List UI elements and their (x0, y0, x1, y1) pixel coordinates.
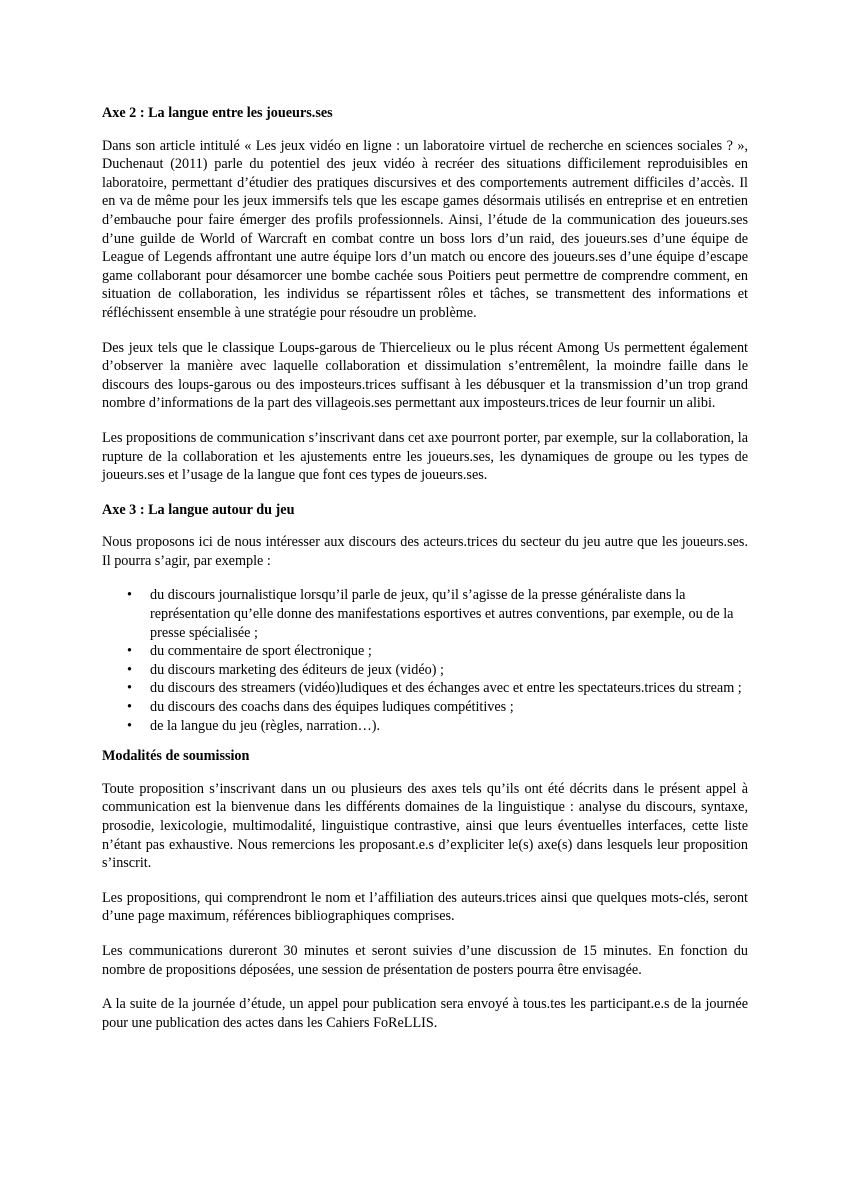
list-item-text: du discours des coachs dans des équipes ludiques compétitives ; (150, 699, 514, 716)
modalites-paragraph-2: Les propositions, qui comprendront le nom et l’affiliation des auteurs.trices ainsi que quelques mots-clés, seront d’une page maximum, références bibliographiques comprises. (102, 889, 748, 925)
modalites-paragraph-3: Les communications dureront 30 minutes et seront suivies d’une discussion de 15 minutes. En fonction du nombre de propositions déposées, une session de présentation de posters pourra être envisagée. (102, 942, 748, 978)
section-title-axe-2: Axe 2 : La langue entre les joueurs.ses (102, 105, 333, 121)
list-item-text: du discours marketing des éditeurs de jeux (vidéo) ; (150, 661, 444, 678)
list-item (127, 717, 748, 736)
section-title-axe-3: Axe 3 : La langue autour du jeu (102, 501, 295, 518)
bullet-icon: • (127, 643, 132, 660)
list-item-text: de la langue du jeu (règles, narration…). (150, 717, 381, 734)
axe-3-intro: Nous proposons ici de nous intéresser aux discours des acteurs.trices du secteur du jeu autre que les joueurs.ses. Il pourra s’agir, par exemple : (102, 534, 748, 569)
list-item (127, 661, 748, 680)
document-page (102, 104, 748, 1048)
axe-2-paragraph-3: Les propositions de communication s’inscrivant dans cet axe pourront porter, par exemple, sur la collaboration, la rupture de la collaboration et les ajustements entre les joueurs.ses, les dynamiques de groupe ou les types de joueurs.ses et l’usage de la langue que font ces types de joueurs.ses. (102, 429, 748, 484)
modalites-paragraph-4: A la suite de la journée d’étude, un appel pour publication sera envoyé à tous.tes les participant.e.s de la journée pour une publication des actes dans les Cahiers FoReLLIS. (102, 996, 748, 1031)
list-item-text: du commentaire de sport électronique ; (150, 643, 372, 660)
modalites-paragraph-1: Toute proposition s’inscrivant dans un ou plusieurs des axes tels qu’ils ont été décrits dans le présent appel à communication est la bienvenue dans les différents domaines de la linguistique : analyse du discours, syntaxe, prosodie, lexicologie, multimodalité, linguistique contrastive, ainsi que leurs éventuelles interfaces, cette liste n’étant pas exhaustive. Nous remercions les proposant.e.s d’expliciter le(s) axe(s) dans lesquels leur proposition s’inscrit. (102, 780, 748, 872)
bullet-icon: • (127, 717, 132, 734)
axe-3-bullet-list (102, 586, 748, 735)
bullet-icon: • (127, 680, 132, 697)
list-item (127, 642, 748, 661)
list-item-text: du discours journalistique lorsqu’il parle de jeux, qu’il s’agisse de la presse généraliste dans la représentation qu’elle donne des manifestations esportives et autres conventions, par exemple, ou de la presse spécialisée ; (150, 587, 734, 641)
axe-2-paragraph-1: Dans son article intitulé « Les jeux vidéo en ligne : un laboratoire virtuel de recherche en sciences sociales ? », Duchenaut (2011) parle du potentiel des jeux vidéo à recréer des situations difficilement reproduisibles en laboratoire, permettant d’étudier des pratiques discursives et des comportements autrement difficiles d’accès. Il en va de même pour les jeux immersifs tels que les escape games désormais utilisés en entreprise et en entretien d’embauche pour faire émerger des profils professionnels. Ainsi, l’étude de la communication des joueurs.ses d’une guilde de World of Warcraft en combat contre un boss lors d’un raid, des joueurs.ses d’une équipe de League of Legends affrontant une autre équipe lors d’un match ou encore des joueurs.ses d’une équipe d’escape game collaborant pour désamorcer une bombe cachée sous Poitiers peut permettre de comprendre comment, en situation de collaboration, les individus se répartissent rôles et tâches, se transmettent des informations et réfléchissent ensemble à une stratégie pour résoudre un problème. (102, 137, 748, 321)
axe-2-paragraph-2: Des jeux tels que le classique Loups-garous de Thiercelieux ou le plus récent Among Us permettent également d’observer la manière avec laquelle collaboration et dissimulation s’entremêlent, la moindre faille dans le discours des loups-garous ou des imposteurs.trices suffisant à les débusquer et la transmission d’un trop grand nombre d’informations de la part des villageois.ses permettant aux imposteurs.trices de leur fournir un alibi. (102, 339, 748, 412)
list-item (127, 679, 748, 698)
bullet-icon: • (127, 661, 132, 678)
list-item-text: du discours des streamers (vidéo)ludiques et des échanges avec et entre les spectateurs.trices du stream ; (150, 680, 742, 697)
list-item (127, 698, 748, 717)
bullet-icon: • (127, 699, 132, 716)
list-item (127, 586, 748, 642)
section-title-modalites: Modalités de soumission (102, 748, 250, 765)
bullet-icon: • (127, 587, 132, 604)
